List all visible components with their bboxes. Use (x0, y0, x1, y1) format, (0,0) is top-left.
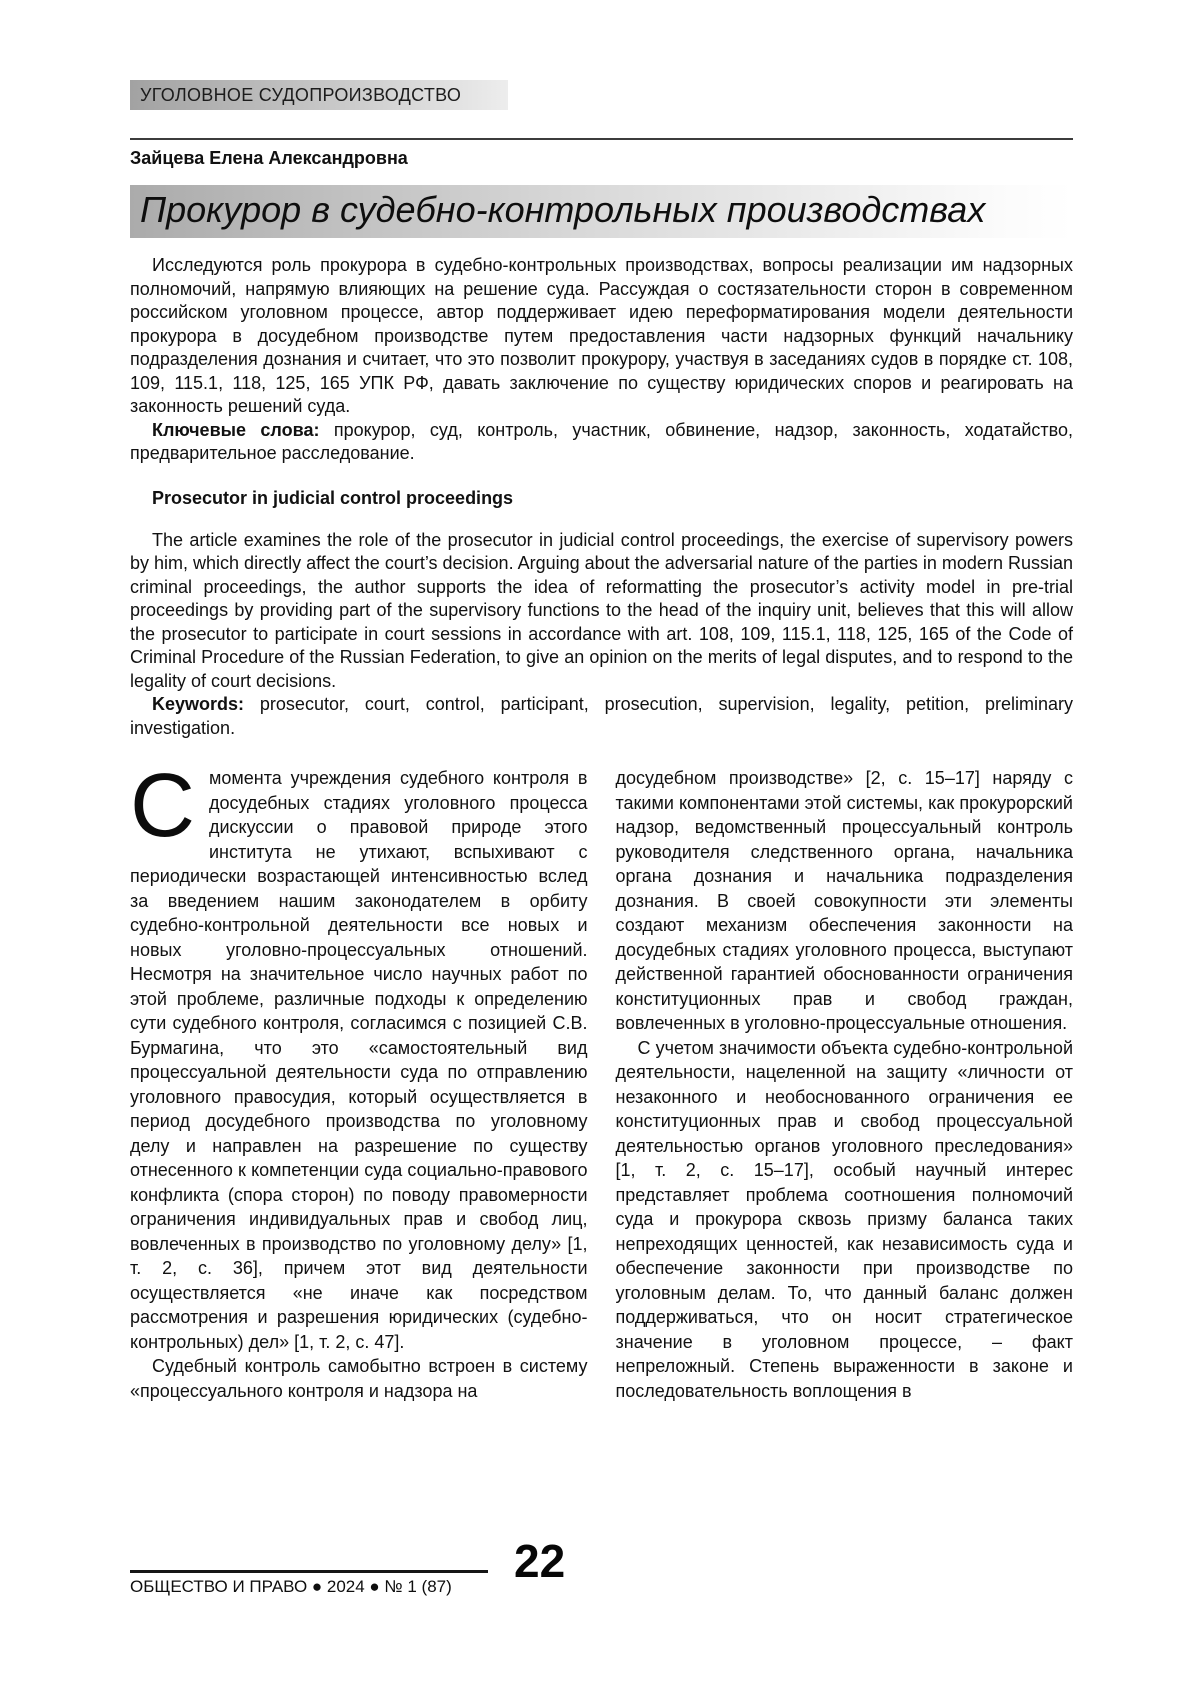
keywords-ru (130, 419, 1073, 466)
footer-divider (130, 1570, 488, 1573)
paragraph-1 (130, 756, 588, 1354)
abstract-en: The article examines the role of the prosecutor in judicial control proceedings, the exercise of supervisory powers by him, which directly affect the court’s decision. Arguing about the adversarial nature of the parties in modern Russian criminal proceedings, the author supports the idea of reformatting the prosecutor’s activity model in pre-trial proceedings by providing part of the supervisory functions to the head of the inquiry unit, believes that this will allow the prosecutor to participate in court sessions in accordance with art. 108, 109, 115.1, 118, 125, 165 of the Code of Criminal Procedure of the Russian Federation, to give an opinion on the merits of legal disputes, and to respond to the legality of court decisions. (130, 529, 1073, 691)
section-label: УГОЛОВНОЕ СУДОПРОИЗВОДСТВО (140, 85, 462, 105)
page-footer (130, 1535, 566, 1597)
article-title-box (130, 185, 1073, 238)
section-header-box (130, 80, 508, 110)
keywords-ru-label: Ключевые слова: (152, 419, 320, 440)
author-name: Зайцева Елена Александровна (130, 148, 408, 168)
title-en: Prosecutor in judicial control proceedings (152, 487, 514, 508)
paragraph-3: С учетом значимости объекта судебно-контрольной деятельности, нацеленной на защиту «личности от незаконного и необоснованного ограничения ее конституционных прав и свобод процессуальной деятельностью органов уголовного преследования» [1, т. 2, с. 15–17], особый научный интерес представляет проблема соотношения полномочий суда и прокурора сквозь призму баланса таких непреходящих ценностей, как независимость суда и обеспечение законности при производстве по уголовным делам. То, что данный баланс должен поддерживаться, что он носит стратегическое значение в уголовном процессе, – факт непреложный. Степень выраженности в законе и последовательность воплощения в (615, 1037, 1073, 1401)
journal-issue-line: ОБЩЕСТВО И ПРАВО ● 2024 ● № 1 (87) (130, 1577, 452, 1596)
body-columns (130, 756, 1073, 1403)
left-column (130, 756, 588, 1403)
keywords-en (130, 693, 1073, 740)
page-number: 22 (514, 1535, 566, 1587)
keywords-en-text: prosecutor, court, control, participant, prosecution, supervision, legality, petition, preliminary investigation. (130, 694, 1073, 738)
paragraph-2-start: Судебный контроль самобытно встроен в систему «процессуального контроля и надзора на (130, 1356, 588, 1401)
footer-journal-block (130, 1570, 488, 1597)
page-content (130, 0, 1073, 1403)
article-title: Прокурор в судебно-контрольных производствах (140, 189, 986, 230)
paragraph-2-continuation: досудебном производстве» [2, с. 15–17] наряду с такими компонентами этой системы, как прокурорский надзор, ведомственный процессуальный контроль руководителя следственного органа, начальника органа дознания и начальника подразделения дознания. В своей совокупности эти элементы создают механизм обеспечения законности на досудебных стадиях уголовного процесса, выступают действенной гарантией обоснованности ограничения конституционных прав и свобод граждан, вовлеченных в уголовно-процессуальные отношения. (615, 768, 1073, 1033)
keywords-ru-text: прокурор, суд, контроль, участник, обвинение, надзор, законность, ходатайство, предварительное расследование. (130, 419, 1073, 463)
dropcap-letter: С (130, 756, 195, 856)
abstract-ru: Исследуются роль прокурора в судебно-контрольных производствах, вопросы реализации им надзорных полномочий, напрямую влияющих на решение суда. Рассуждая о состязательности сторон в современном российском уголовном процессе, автор поддерживает идею переформатирования модели деятельности прокурора в досудебном производстве путем предоставления части надзорных функций начальнику подразделения дознания и считает, что это позволит прокурору, участвуя в заседаниях судов в порядке ст. 108, 109, 115.1, 118, 125, 165 УПК РФ, давать заключение по существу юридических споров и реагировать на законность решений суда. (130, 255, 1073, 416)
right-column (616, 766, 1074, 1403)
header-divider (130, 138, 1073, 140)
paragraph-1-text: момента учреждения судебного контроля в досудебных стадиях уголовного процесса дискуссии о правовой природе этого института не утихают, вспыхивают с периодически возрастающей интенсивностью вслед за введением нашим законодателем в орбиту судебно-контрольной деятельности все новых и новых уголовно-процессуальных отношений. Несмотря на значительное число научных работ по этой проблеме, различные подходы к определению сути судебного контроля, согласимся с позицией С.В. Бурмагина, что это «самостоятельный вид процессуальной деятельности суда по отправлению уголовного правосудия, который осуществляется в период досудебного производства по уголовному делу и направлен на разрешение по существу отнесенного к компетенции суда социально-правового конфликта (спора сторон) по поводу правомерности ограничения индивидуальных прав и свобод лиц, вовлеченных в производство по уголовному делу» [1, т. 2, с. 36], причем этот вид деятельности осуществляется «не иначе как посредством рассмотрения и разрешения юридических (судебно-контрольных) дел» [1, т. 2, с. 47]. (130, 768, 588, 1352)
keywords-en-label: Keywords: (152, 694, 245, 714)
